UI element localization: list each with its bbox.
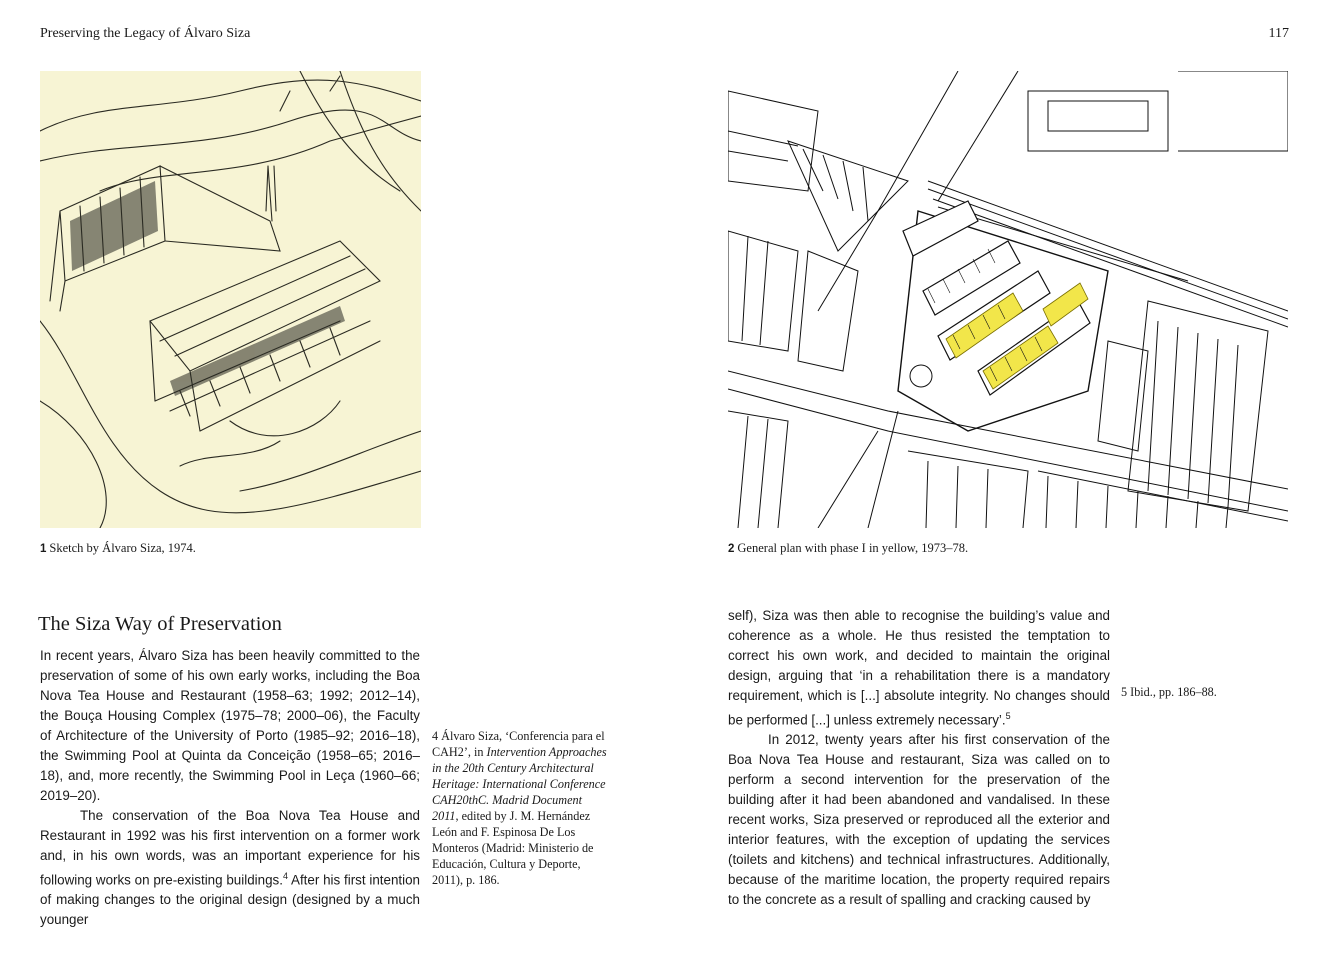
footnote-4 [432,728,608,888]
section-heading: The Siza Way of Preservation [38,613,282,635]
paragraph-text: After his first intention of making changes to the original design (designed by a much younger [40,872,420,928]
paragraph-text: The conservation of the Boa Nova Tea House and Restaurant in 1992 was his first intervention on a former work and, in his own words, was an important experience for his following works on pre-existing buildings. [40,808,420,888]
running-head: Preserving the Legacy of Álvaro Siza [40,26,251,41]
paragraph: In 2012, twenty years after his first conservation of the Boa Nova Tea House and restaurant, Siza was called on to perform a second intervention for the preservation of the building after it had been abandoned and vandalised. In these recent works, Siza preserved or reproduced all the exterior and interior features, with the exception of updating the services (toilets and kitchens) and technical infrastructures. Additionally, because of the maritime location, the property required repairs to the concrete as a result of spalling and cracking caused by [728,732,1110,908]
body-column-right [728,606,1110,910]
figure-general-plan [728,71,1288,528]
footnote-number: 4 [432,729,439,743]
footnote-ref-4[interactable]: 4 [282,871,288,881]
footnote-ref-5[interactable]: 5 [1005,711,1011,721]
figure-2-caption [728,541,968,556]
paragraph [728,606,1110,730]
footnote-text: , edited by J. M. Hernández León and F. Espinosa De Los Monteros (Madrid: Ministerio de Educación, Cultura y Deporte, 2011), p. 186. [432,809,594,887]
plan-drawing [728,71,1288,528]
figure-2-number: 2 [728,543,735,555]
footnote-5 [1121,684,1291,700]
sketch-drawing [40,71,421,528]
footnote-text: Ibid., pp. 186–88. [1130,685,1217,699]
paragraph-text: self), Siza was then able to recognise the building’s value and coherence as a whole. He thus resisted the temptation to correct his own work, and decided to maintain the original design, arguing that ‘in a rehabilitation there is a mandatory requirement, which is [...] absolute integrity. No changes should be performed [...] unless extremely necessary’. [728,608,1110,728]
figure-1-caption-text: Sketch by Álvaro Siza, 1974. [49,541,196,555]
footnote-title: Intervention Approaches in the 20th Century Architectural Heritage: International Conference CAH20thC. Madrid Document 2011 [432,745,607,823]
figure-1-caption [40,541,196,556]
paragraph [40,806,420,930]
page-number: 117 [1268,26,1289,41]
paragraph: In recent years, Álvaro Siza has been heavily committed to the preservation of some of his own early works, including the Boa Nova Tea House and Restaurant (1958–63; 1992; 2012–14), the Bouça Housing Complex (1975–78; 2000–06), the Faculty of Architecture of the University of Porto (1985–92; 2016–18), the Swimming Pool at Quinta da Conceição (1958–65; 2016–18), and, more recently, the Swimming Pool in Leça (1960–66; 2019–20). [40,648,420,803]
figure-1-number: 1 [40,543,47,555]
footnote-text: Álvaro Siza, ‘Conferencia para el CAH2’, in [432,729,605,759]
body-column-left [40,646,420,930]
footnote-number: 5 [1121,685,1128,699]
figure-2-caption-text: General plan with phase I in yellow, 1973–78. [737,541,969,555]
figure-sketch [40,71,421,528]
